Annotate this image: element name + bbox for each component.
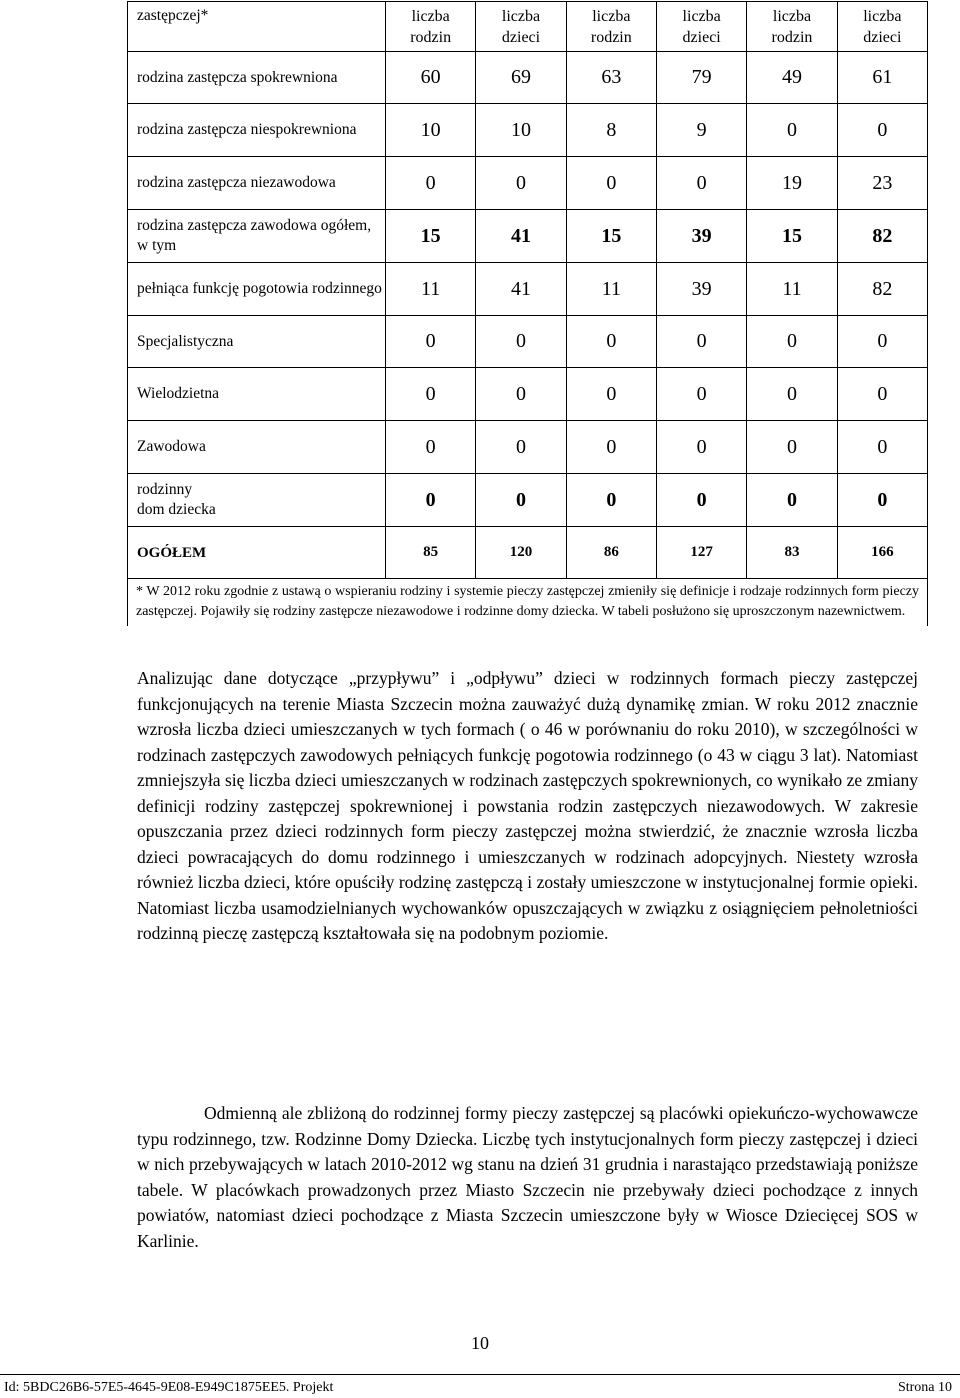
header-label: zastępczej* bbox=[128, 2, 386, 52]
table-cell: 0 bbox=[566, 368, 656, 421]
table-cell: 0 bbox=[837, 368, 927, 421]
table-cell: 83 bbox=[747, 527, 837, 579]
table-footnote: * W 2012 roku zgodnie z ustawą o wspieraniu rodziny i systemie pieczy zastępczej zmieniły się definicje i rodzaje rodzinnych form pieczy zastępczej. Pojawiły się rodziny zastępcze niezawodowe i rodzinne domy dziecka. W tabeli posłużono się uproszczonym nazewnictwem. bbox=[128, 579, 928, 627]
table-cell: 82 bbox=[837, 210, 927, 263]
table-cell: 0 bbox=[476, 157, 566, 210]
table-cell: 0 bbox=[476, 474, 566, 527]
table-cell: 0 bbox=[656, 316, 746, 368]
table-cell: 10 bbox=[386, 104, 476, 157]
table-cell: 166 bbox=[837, 527, 927, 579]
table-cell: 0 bbox=[837, 104, 927, 157]
footer-document-id: Id: 5BDC26B6-57E5-4645-9E08-E949C1875EE5. Projekt bbox=[4, 1380, 334, 1395]
footer-page-label: Strona 10 bbox=[897, 1380, 952, 1395]
table-cell: 49 bbox=[747, 52, 837, 104]
table-row bbox=[128, 210, 928, 263]
table-cell: 0 bbox=[747, 316, 837, 368]
col-header: liczba rodzin bbox=[566, 2, 656, 52]
table-cell: 63 bbox=[566, 52, 656, 104]
table-cell: 0 bbox=[837, 421, 927, 474]
page-number: 10 bbox=[471, 1333, 489, 1353]
table-cell: 0 bbox=[386, 474, 476, 527]
table-footnote-row bbox=[128, 579, 928, 627]
table-cell: 0 bbox=[476, 368, 566, 421]
table-cell: 0 bbox=[386, 157, 476, 210]
table-cell: 86 bbox=[566, 527, 656, 579]
table-cell: 79 bbox=[656, 52, 746, 104]
row-label: Specjalistyczna bbox=[128, 316, 386, 368]
row-label: rodzina zastępcza niespokrewniona bbox=[128, 104, 386, 157]
table-cell: 41 bbox=[476, 210, 566, 263]
table-row bbox=[128, 316, 928, 368]
table-cell: 0 bbox=[656, 421, 746, 474]
table-cell: 120 bbox=[476, 527, 566, 579]
col-header: liczba rodzin bbox=[386, 2, 476, 52]
table-cell: 0 bbox=[476, 421, 566, 474]
table-cell: 85 bbox=[386, 527, 476, 579]
row-label: rodzina zastępcza zawodowa ogółem, w tym bbox=[128, 210, 386, 263]
row-label: Zawodowa bbox=[128, 421, 386, 474]
table-row bbox=[128, 263, 928, 316]
table-cell: 0 bbox=[747, 368, 837, 421]
table-row bbox=[128, 474, 928, 527]
row-label: Wielodzietna bbox=[128, 368, 386, 421]
table-cell: 0 bbox=[837, 316, 927, 368]
table-cell: 11 bbox=[566, 263, 656, 316]
table-cell: 41 bbox=[476, 263, 566, 316]
table-cell: 19 bbox=[747, 157, 837, 210]
table-cell: 0 bbox=[747, 421, 837, 474]
table-cell: 0 bbox=[386, 368, 476, 421]
table-row bbox=[128, 421, 928, 474]
table-cell: 0 bbox=[656, 474, 746, 527]
table-cell: 0 bbox=[386, 421, 476, 474]
table-cell: 0 bbox=[566, 421, 656, 474]
table-cell: 11 bbox=[747, 263, 837, 316]
table-cell: 0 bbox=[566, 474, 656, 527]
row-label: rodzina zastępcza spokrewniona bbox=[128, 52, 386, 104]
table-row bbox=[128, 157, 928, 210]
table-cell: 69 bbox=[476, 52, 566, 104]
table-cell: 0 bbox=[747, 474, 837, 527]
table-cell: 15 bbox=[386, 210, 476, 263]
col-header: liczba dzieci bbox=[837, 2, 927, 52]
table-cell: 11 bbox=[386, 263, 476, 316]
table-cell: 127 bbox=[656, 527, 746, 579]
row-label: pełniąca funkcję pogotowia rodzinnego bbox=[128, 263, 386, 316]
table-cell: 82 bbox=[837, 263, 927, 316]
row-label: rodzinny dom dziecka bbox=[128, 474, 386, 527]
table-cell: 0 bbox=[656, 157, 746, 210]
col-header: liczba rodzin bbox=[747, 2, 837, 52]
table-cell: 0 bbox=[386, 316, 476, 368]
table-cell: 23 bbox=[837, 157, 927, 210]
table-cell: 0 bbox=[747, 104, 837, 157]
table-cell: 8 bbox=[566, 104, 656, 157]
body-paragraph: Analizując dane dotyczące „przypływu” i „odpływu” dzieci w rodzinnych formach pieczy zastępczej funkcjonujących na terenie Miasta Szczecin można zauważyć dużą dynamikę zmian. W roku 2012 znacznie wzrosła liczba dzieci umieszczanych w tych formach ( o 46 w porównaniu do roku 2010), w szczególności w rodzinach zastępczych zawodowych pełniących funkcję pogotowia rodzinnego (o 43 w ciągu 3 lat). Natomiast zmniejszyła się liczba dzieci umieszczanych w rodzinach zastępczych spokrewnionych, co wynikało ze zmiany definicji rodziny zastępczej spokrewnionej i powstania rodzin zastępczych niezawodowych. W zakresie opuszczania przez dzieci rodzinnych form pieczy zastępczej można stwierdzić, że znacznie wzrosła liczba dzieci powracających do domu rodzinnego i umieszczanych w rodzinach adopcyjnych. Niestety wzrosła również liczba dzieci, które opuściły rodzinę zastępczą i zostały umieszczone w instytucjonalnej formie opieki. Natomiast liczba usamodzielnianych wychowanków opuszczających w związku z osiągnięciem pełnoletniości rodzinną pieczę zastępczą kształtowała się na podobnym poziomie. bbox=[137, 668, 918, 943]
table-cell: 0 bbox=[566, 316, 656, 368]
body-paragraph: Odmienną ale zbliżoną do rodzinnej formy pieczy zastępczej są placówki opiekuńczo-wychowawcze typu rodzinnego, tzw. Rodzinne Domy Dziecka. Liczbę tych instytucjonalnych form pieczy zastępczej i dzieci w nich przebywających w latach 2010-2012 wg stanu na dzień 31 grudnia i narastająco przedstawiają poniższe tabele. W placówkach prowadzonych przez Miasto Szczecin nie przebywały dzieci pochodzące z innych powiatów, natomiast dzieci pochodzące z Miasta Szczecin umieszczone były w Wiosce Dziecięcej SOS w Karlinie. bbox=[137, 1103, 918, 1251]
table-row bbox=[128, 104, 928, 157]
table-cell: 9 bbox=[656, 104, 746, 157]
table-cell: 61 bbox=[837, 52, 927, 104]
table-row bbox=[128, 368, 928, 421]
table-cell: 0 bbox=[837, 474, 927, 527]
table-cell: 0 bbox=[476, 316, 566, 368]
table-row bbox=[128, 52, 928, 104]
table-cell: 39 bbox=[656, 263, 746, 316]
table-cell: 60 bbox=[386, 52, 476, 104]
foster-care-table bbox=[127, 1, 928, 626]
table-total-row bbox=[128, 527, 928, 579]
row-label: rodzina zastępcza niezawodowa bbox=[128, 157, 386, 210]
table-header-row bbox=[128, 2, 928, 52]
table-cell: 0 bbox=[566, 157, 656, 210]
table-cell: 10 bbox=[476, 104, 566, 157]
col-header: liczba dzieci bbox=[656, 2, 746, 52]
table-cell: 0 bbox=[656, 368, 746, 421]
footer-divider bbox=[0, 1374, 960, 1375]
table-cell: 15 bbox=[747, 210, 837, 263]
col-header: liczba dzieci bbox=[476, 2, 566, 52]
table-cell: 15 bbox=[566, 210, 656, 263]
table-cell: 39 bbox=[656, 210, 746, 263]
row-label: OGÓŁEM bbox=[128, 527, 386, 579]
